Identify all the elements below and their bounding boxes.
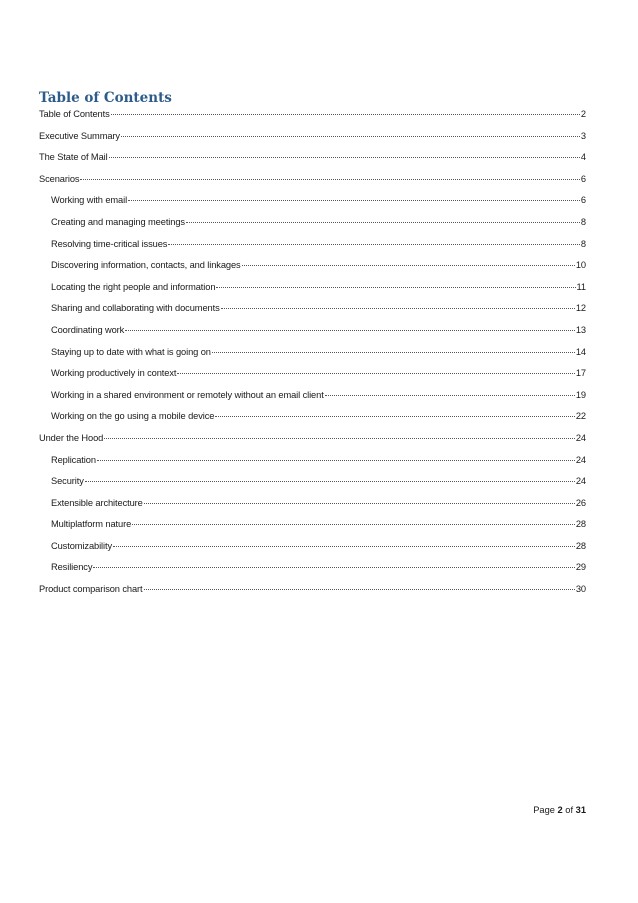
toc-entry-page-number: 4 bbox=[580, 152, 586, 163]
toc-entry-page-number: 17 bbox=[575, 368, 586, 379]
toc-entry[interactable] bbox=[39, 579, 586, 601]
toc-entry[interactable] bbox=[39, 126, 586, 148]
toc-entry-page-number: 29 bbox=[575, 562, 586, 573]
toc-entry-label: Under the Hood bbox=[39, 432, 104, 443]
toc-dot-leader bbox=[168, 234, 580, 245]
toc-dot-leader bbox=[144, 493, 575, 504]
toc-entry[interactable] bbox=[39, 320, 586, 342]
toc-entry-label: Multiplatform nature bbox=[51, 519, 132, 530]
toc-entry[interactable] bbox=[39, 514, 586, 536]
toc-entry-page-number: 6 bbox=[580, 173, 586, 184]
toc-entry-label: Discovering information, contacts, and linkages bbox=[51, 260, 241, 271]
toc-entry-label: Scenarios bbox=[39, 173, 80, 184]
toc-dot-leader bbox=[144, 579, 575, 590]
toc-entry-label: Product comparison chart bbox=[39, 584, 143, 595]
toc-entry-page-number: 10 bbox=[575, 260, 586, 271]
toc-entry-label: Security bbox=[51, 476, 84, 487]
toc-entry-page-number: 24 bbox=[575, 454, 586, 465]
toc-entry-label: Locating the right people and information bbox=[51, 281, 216, 292]
toc-entry-page-number: 30 bbox=[575, 584, 586, 595]
toc-entry-label: Table of Contents bbox=[39, 109, 110, 119]
toc-entry-label: Extensible architecture bbox=[51, 497, 143, 508]
toc-entry-label: Working in a shared environment or remotely without an email client bbox=[51, 389, 324, 400]
toc-entry-page-number: 28 bbox=[575, 519, 586, 530]
toc-dot-leader bbox=[109, 147, 580, 158]
toc-entry[interactable] bbox=[39, 298, 586, 320]
toc-entry[interactable] bbox=[39, 169, 586, 191]
toc-entry-label: Replication bbox=[51, 454, 96, 465]
page-footer bbox=[533, 805, 586, 815]
toc-dot-leader bbox=[97, 450, 575, 461]
toc-entry[interactable] bbox=[39, 471, 586, 493]
toc-entry-page-number: 24 bbox=[575, 432, 586, 443]
toc-entry-label: Executive Summary bbox=[39, 130, 120, 141]
toc-entry[interactable] bbox=[39, 385, 586, 407]
toc-entry-label: Working with email bbox=[51, 195, 128, 206]
toc-entry[interactable] bbox=[39, 104, 586, 126]
toc-entry[interactable] bbox=[39, 493, 586, 515]
footer-page-word: Page bbox=[533, 805, 555, 815]
toc-dot-leader bbox=[325, 385, 575, 396]
toc-entry-page-number: 13 bbox=[575, 324, 586, 335]
toc-dot-leader bbox=[186, 212, 580, 223]
footer-of-word: of bbox=[565, 805, 574, 815]
toc-dot-leader bbox=[104, 428, 575, 439]
toc-entry-label: Working on the go using a mobile device bbox=[51, 411, 215, 422]
toc-entry-label: Resiliency bbox=[51, 562, 93, 573]
toc-entry[interactable] bbox=[39, 342, 586, 364]
toc-dot-leader bbox=[242, 255, 575, 266]
toc-entry-label: Resolving time-critical issues bbox=[51, 238, 168, 249]
toc-entry-page-number: 14 bbox=[575, 346, 586, 357]
toc-dot-leader bbox=[125, 320, 575, 331]
toc-dot-leader bbox=[128, 190, 580, 201]
toc-dot-leader bbox=[111, 104, 580, 115]
toc-dot-leader bbox=[177, 363, 574, 374]
toc-dot-leader bbox=[113, 536, 575, 547]
footer-current-page: 2 bbox=[557, 805, 563, 815]
toc-dot-leader bbox=[212, 342, 575, 353]
toc-entry-label: Sharing and collaborating with documents bbox=[51, 303, 220, 314]
toc-entry[interactable] bbox=[39, 557, 586, 579]
toc-entry-label: Customizability bbox=[51, 540, 113, 551]
toc-dot-leader bbox=[215, 406, 574, 417]
toc-heading: Table of Contents bbox=[39, 90, 172, 106]
toc-entry-page-number: 2 bbox=[580, 109, 586, 119]
footer-total-pages: 31 bbox=[575, 805, 586, 815]
toc-entry[interactable] bbox=[39, 234, 586, 256]
toc-entry-page-number: 24 bbox=[575, 476, 586, 487]
toc-entry[interactable] bbox=[39, 363, 586, 385]
toc-entry-page-number: 26 bbox=[575, 497, 586, 508]
toc-entry-page-number: 3 bbox=[580, 130, 586, 141]
toc-entry[interactable] bbox=[39, 406, 586, 428]
toc-entry-label: Creating and managing meetings bbox=[51, 216, 185, 227]
toc-entry[interactable] bbox=[39, 212, 586, 234]
toc-list bbox=[39, 104, 586, 601]
toc-entry-label: Coordinating work bbox=[51, 324, 125, 335]
toc-entry[interactable] bbox=[39, 255, 586, 277]
toc-entry-page-number: 28 bbox=[575, 540, 586, 551]
toc-entry[interactable] bbox=[39, 277, 586, 299]
toc-dot-leader bbox=[93, 557, 574, 568]
toc-entry[interactable] bbox=[39, 536, 586, 558]
toc-entry-page-number: 8 bbox=[580, 216, 586, 227]
toc-dot-leader bbox=[221, 298, 575, 309]
toc-entry-page-number: 11 bbox=[576, 281, 586, 292]
toc-dot-leader bbox=[121, 126, 580, 137]
toc-entry[interactable] bbox=[39, 147, 586, 169]
toc-dot-leader bbox=[85, 471, 575, 482]
toc-entry-label: Staying up to date with what is going on bbox=[51, 346, 211, 357]
toc-entry-label: The State of Mail bbox=[39, 152, 108, 163]
toc-entry[interactable] bbox=[39, 190, 586, 212]
toc-entry-page-number: 6 bbox=[580, 195, 586, 206]
toc-dot-leader bbox=[216, 277, 575, 288]
toc-entry-label: Working productively in context bbox=[51, 368, 177, 379]
toc-entry-page-number: 8 bbox=[580, 238, 586, 249]
toc-dot-leader bbox=[132, 514, 575, 525]
toc-entry-page-number: 22 bbox=[575, 411, 586, 422]
toc-entry-page-number: 19 bbox=[575, 389, 586, 400]
toc-entry[interactable] bbox=[39, 450, 586, 472]
toc-entry-page-number: 12 bbox=[575, 303, 586, 314]
toc-dot-leader bbox=[80, 169, 579, 180]
toc-entry[interactable] bbox=[39, 428, 586, 450]
